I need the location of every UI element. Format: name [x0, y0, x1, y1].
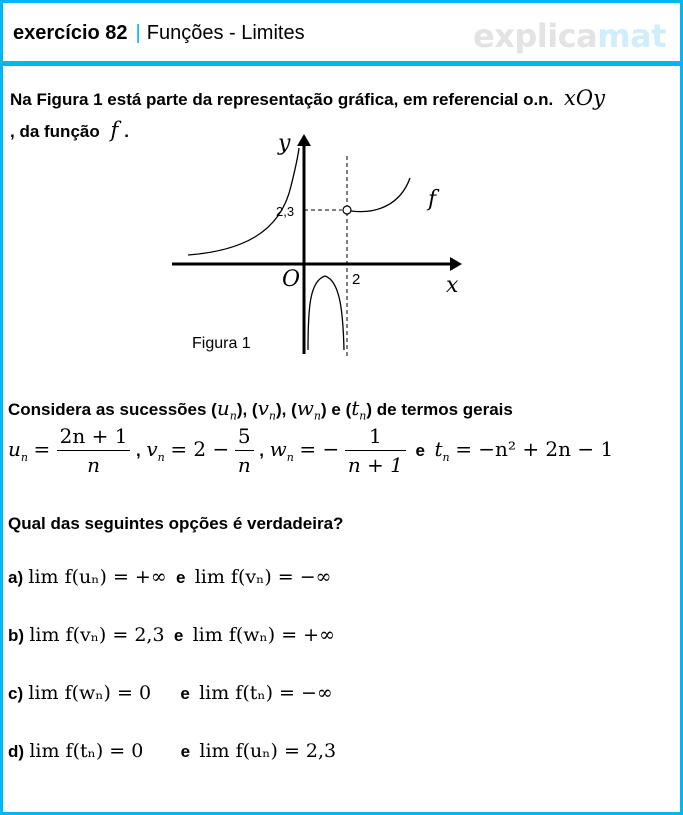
def-w: $w_n$: [269, 436, 294, 464]
frac-v: $\frac{5}{n}$: [235, 424, 254, 477]
label-y: y: [278, 131, 291, 156]
option-c[interactable]: c) lim f(wₙ) = 0 e lim f(tₙ) = −∞: [8, 682, 333, 704]
explicamat-logo: explicamat: [473, 17, 666, 55]
frac-w: $\frac{1}{n + 1}$: [345, 424, 406, 477]
question: Qual das seguintes opções é verdadeira?: [8, 514, 344, 533]
def-t: $t_n$: [434, 436, 450, 464]
y-axis-arrow: [297, 134, 311, 146]
label-f: f: [428, 187, 437, 212]
exercise-number: exercício 82: [13, 22, 128, 44]
label-x: x: [446, 273, 459, 298]
def-u: $u_n$: [8, 436, 28, 464]
branch-right: [351, 178, 410, 212]
branch-middle: [308, 276, 344, 350]
open-point: [343, 206, 351, 214]
sequences-intro: Considera as sucessões $(u_n)$, $(v_n)$, $(w_n)$ e $(t_n)$ de termos gerais: [8, 396, 513, 423]
label-origin: O: [282, 267, 301, 292]
exercise-topic: Funções - Limites: [146, 22, 305, 44]
statement-line-2: , da função f .: [10, 118, 129, 142]
tick-2-3: 2,3: [276, 204, 295, 219]
option-b[interactable]: b) lim f(vₙ) = 2,3 e lim f(wₙ) = +∞: [8, 624, 335, 646]
x-axis-arrow: [450, 257, 462, 271]
figure-caption: Figura 1: [192, 335, 251, 352]
sequence-definitions: $u_n$ = $\frac{2n + 1}{n}$ , $v_n = 2$ − $\frac{5}{n}$ , $w_n$ = − $\frac{1}{n + 1}$ e $t_n = -n^2 + 2n - 1$: [8, 424, 614, 477]
def-v: $v_n$: [146, 436, 165, 464]
option-a[interactable]: a) lim f(uₙ) = +∞ e lim f(vₙ) = −∞: [8, 566, 332, 588]
exercise-title: [13, 22, 305, 45]
header-divider: [0, 61, 683, 66]
statement-line-1: Na Figura 1 está parte da representação gráfica, em referencial o.n. xOy: [10, 86, 605, 110]
header: [3, 3, 680, 61]
branch-left: [188, 148, 299, 255]
frac-u: $\frac{2n + 1}{n}$: [57, 424, 131, 477]
tick-2: 2: [352, 271, 361, 288]
function-graph: [170, 126, 470, 361]
title-separator: |: [135, 22, 141, 44]
option-d[interactable]: d) lim f(tₙ) = 0 e lim f(uₙ) = 2,3: [8, 740, 337, 762]
